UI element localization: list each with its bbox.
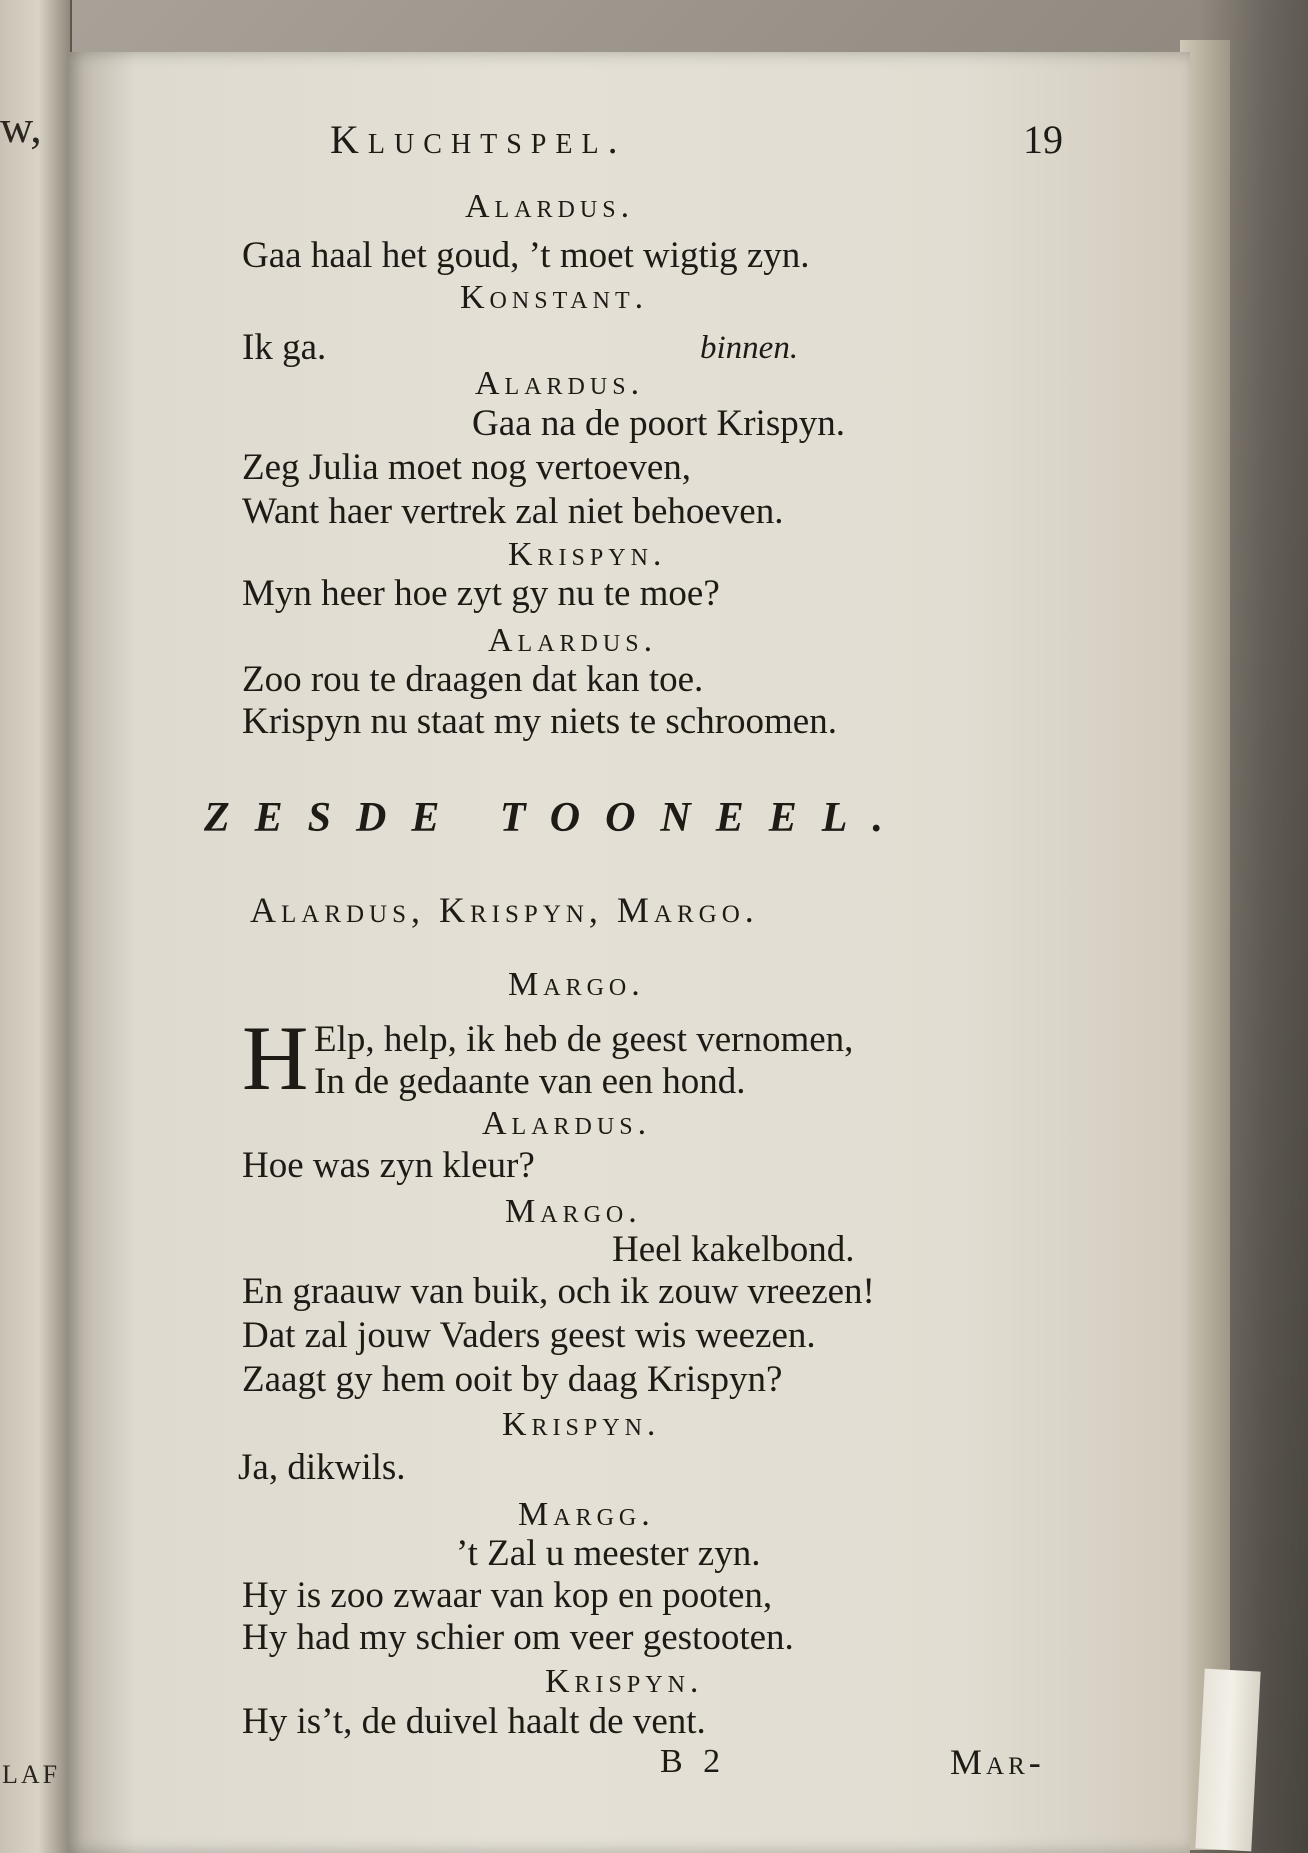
page-number: 19 bbox=[1023, 117, 1063, 162]
verse-line: Ja, dikwils. bbox=[238, 1447, 406, 1488]
speaker-label: Margg. bbox=[518, 1496, 655, 1533]
verse-line: ’t Zal u meester zyn. bbox=[456, 1533, 761, 1574]
speaker-label: Krispyn. bbox=[508, 536, 667, 573]
facing-page-text-top: w, bbox=[0, 101, 42, 152]
verse-line: Gaa haal het goud, ’t moet wigtig zyn. bbox=[242, 235, 810, 276]
verse-line: Hy is’t, de duivel haalt de vent. bbox=[242, 1701, 706, 1742]
speaker-label: Krispyn. bbox=[502, 1406, 661, 1443]
verse-line: Myn heer hoe zyt gy nu te moe? bbox=[242, 573, 720, 614]
verse-line: Ik ga. bbox=[242, 327, 327, 368]
verse-line: Zeg Julia moet nog vertoeven, bbox=[242, 447, 692, 488]
verse-line: Krispyn nu staat my niets te schroomen. bbox=[242, 701, 837, 742]
verse-line: Hy had my schier om veer gestooten. bbox=[242, 1617, 794, 1658]
scene-heading: ZESDE TOONEEL. bbox=[204, 795, 908, 841]
stage-direction: binnen. bbox=[700, 330, 799, 366]
catchword: Mar- bbox=[950, 1742, 1045, 1782]
speaker-label: Alardus. bbox=[488, 622, 658, 659]
facing-page-text-bottom: LAF bbox=[2, 1760, 61, 1789]
verse-line: Heel kakelbond. bbox=[612, 1229, 855, 1270]
speaker-label: Konstant. bbox=[460, 279, 649, 316]
verse-line: Hy is zoo zwaar van kop en pooten, bbox=[242, 1575, 773, 1616]
speaker-label: Alardus. bbox=[465, 188, 635, 225]
verse-line: Gaa na de poort Krispyn. bbox=[472, 403, 845, 444]
verse-line: En graauw van buik, och ik zouw vreezen! bbox=[242, 1271, 875, 1312]
verse-line: Zoo rou te draagen dat kan toe. bbox=[242, 659, 704, 700]
speaker-label: Alardus. bbox=[475, 365, 645, 402]
verse-line: Dat zal jouw Vaders geest wis weezen. bbox=[242, 1315, 816, 1356]
speaker-label: Margo. bbox=[505, 1193, 642, 1230]
speaker-label: Margo. bbox=[508, 966, 645, 1003]
speaker-label: Krispyn. bbox=[545, 1663, 704, 1700]
verse-line: In de gedaante van een hond. bbox=[314, 1061, 746, 1102]
cast-list: Alardus, Krispyn, Margo. bbox=[250, 890, 759, 930]
verse-line: Zaagt gy hem ooit by daag Krispyn? bbox=[242, 1359, 783, 1400]
verse-line: Hoe was zyn kleur? bbox=[242, 1145, 535, 1186]
verse-line: Elp, help, ik heb de geest vernomen, bbox=[314, 1019, 854, 1060]
signature-mark: B 2 bbox=[660, 1743, 727, 1780]
running-title: Kluchtspel. bbox=[330, 117, 627, 162]
speaker-label: Alardus. bbox=[482, 1105, 652, 1142]
drop-cap: H bbox=[242, 1007, 309, 1109]
verse-line: Want haer vertrek zal niet behoeven. bbox=[242, 491, 784, 532]
